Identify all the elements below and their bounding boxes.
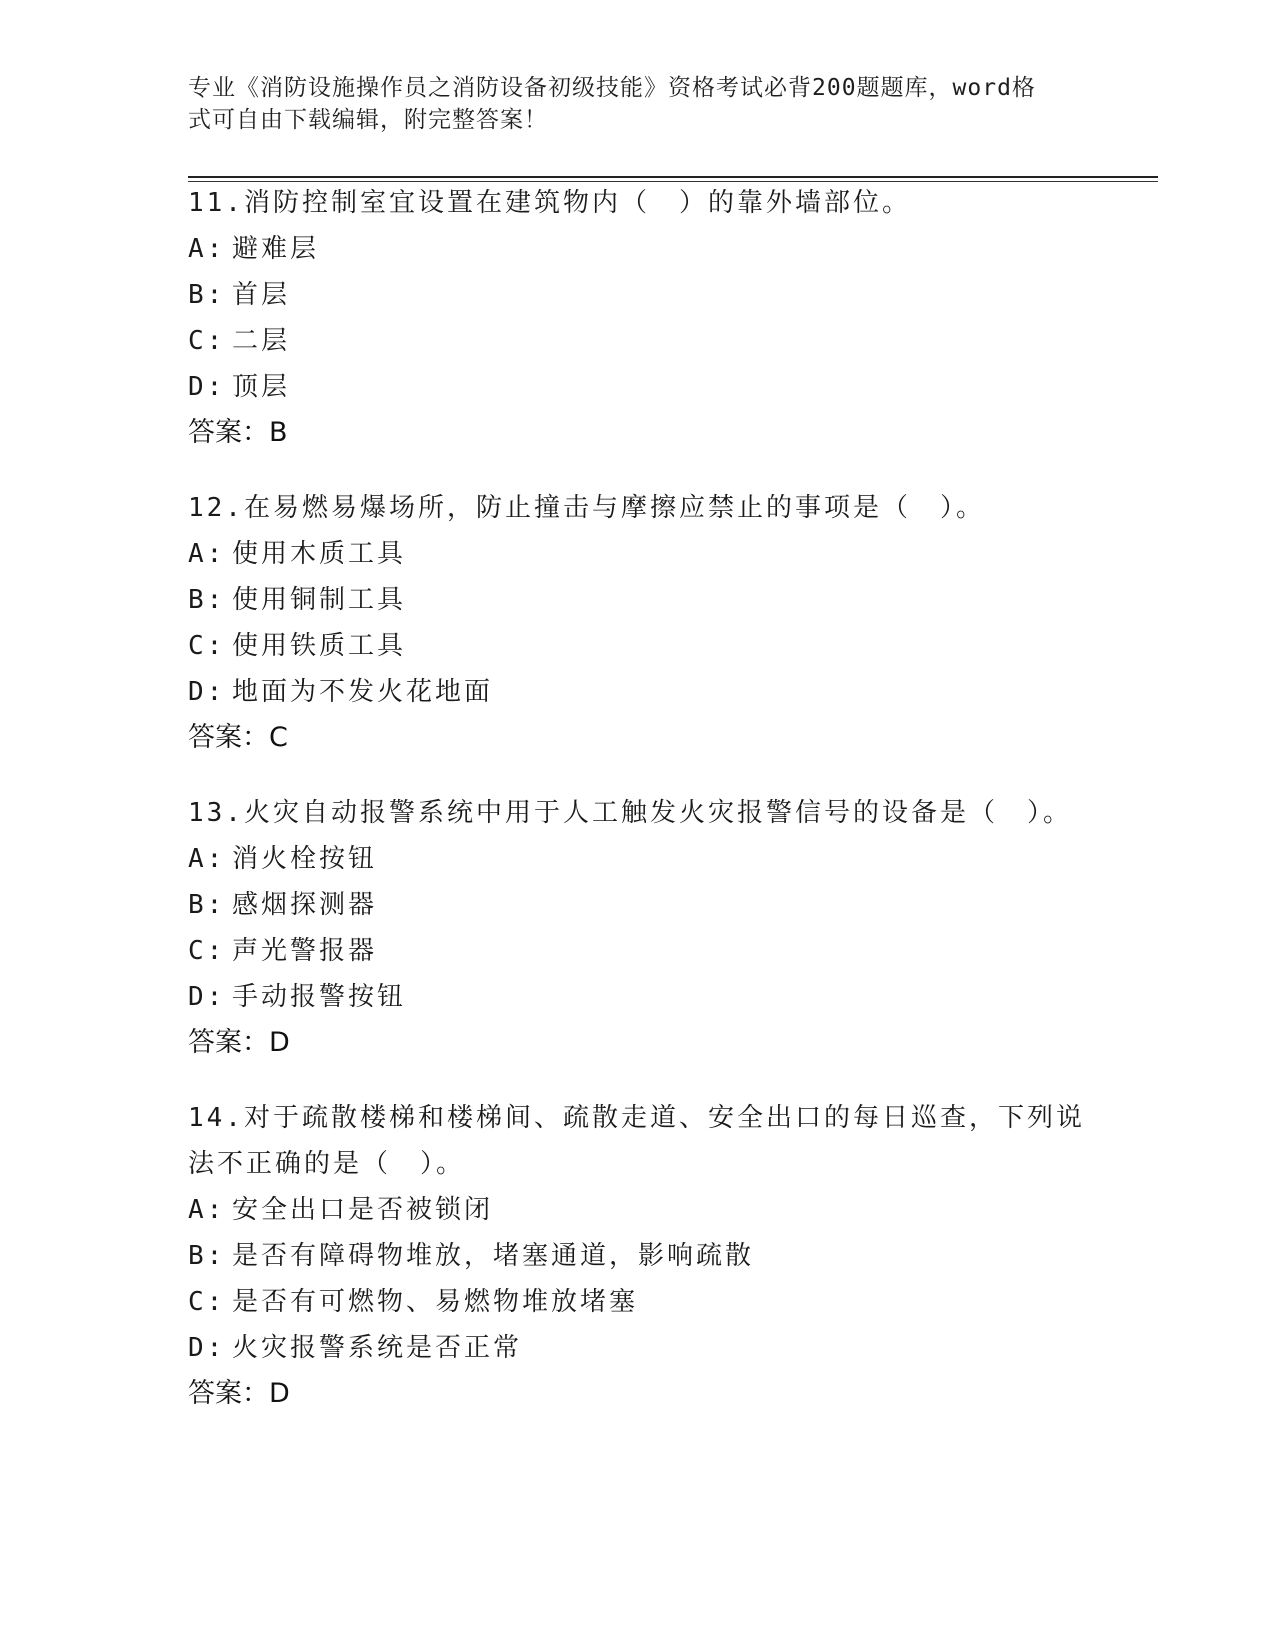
header-divider-thick xyxy=(188,176,1158,178)
option-text: 顶层 xyxy=(232,372,291,402)
question-stem: 11.消防控制室宜设置在建筑物内（ ）的靠外墙部位。 xyxy=(188,188,911,218)
question-block xyxy=(188,790,1088,1066)
question-block xyxy=(188,180,1088,456)
option-text: 使用铁质工具 xyxy=(232,631,407,661)
option-c xyxy=(188,623,1088,669)
option-letter: A: xyxy=(188,844,226,874)
header-line-1: 专业《消防设施操作员之消防设备初级技能》资格考试必背200题题库，word格 xyxy=(188,75,1036,101)
option-c xyxy=(188,1279,1088,1325)
option-b xyxy=(188,272,1088,318)
option-letter: B: xyxy=(188,280,226,310)
option-text: 二层 xyxy=(232,326,291,356)
question-block xyxy=(188,1095,1088,1417)
option-a xyxy=(188,836,1088,882)
question-stem: 13.火灾自动报警系统中用于人工触发火灾报警信号的设备是（ ）。 xyxy=(188,798,1072,828)
option-letter: A: xyxy=(188,539,226,569)
option-text: 手动报警按钮 xyxy=(232,982,407,1012)
option-text: 消火栓按钮 xyxy=(232,844,378,874)
question-stem: 12.在易燃易爆场所，防止撞击与摩擦应禁止的事项是（ ）。 xyxy=(188,493,985,523)
answer-line: 答案：B xyxy=(188,417,288,448)
option-d xyxy=(188,1325,1088,1371)
option-letter: B: xyxy=(188,585,226,615)
option-text: 声光警报器 xyxy=(232,936,378,966)
option-d xyxy=(188,669,1088,715)
option-letter: C: xyxy=(188,631,226,661)
option-letter: D: xyxy=(188,677,226,707)
option-letter: C: xyxy=(188,1287,226,1317)
option-text: 使用木质工具 xyxy=(232,539,407,569)
option-letter: A: xyxy=(188,234,226,264)
option-b xyxy=(188,577,1088,623)
option-text: 首层 xyxy=(232,280,291,310)
option-letter: D: xyxy=(188,982,226,1012)
answer-line: 答案：C xyxy=(188,722,288,753)
option-text: 安全出口是否被锁闭 xyxy=(232,1195,494,1225)
option-d xyxy=(188,974,1088,1020)
option-text: 避难层 xyxy=(232,234,320,264)
option-a xyxy=(188,1187,1088,1233)
option-text: 火灾报警系统是否正常 xyxy=(232,1333,523,1363)
answer-line: 答案：D xyxy=(188,1027,290,1058)
option-b xyxy=(188,1233,1088,1279)
option-letter: D: xyxy=(188,372,226,402)
option-text: 是否有障碍物堆放，堵塞通道，影响疏散 xyxy=(232,1241,755,1271)
option-letter: C: xyxy=(188,936,226,966)
document-header xyxy=(188,72,1068,136)
option-letter: B: xyxy=(188,890,226,920)
option-text: 感烟探测器 xyxy=(232,890,378,920)
option-c xyxy=(188,928,1088,974)
option-text: 地面为不发火花地面 xyxy=(232,677,494,707)
option-b xyxy=(188,882,1088,928)
option-d xyxy=(188,364,1088,410)
option-letter: D: xyxy=(188,1333,226,1363)
option-c xyxy=(188,318,1088,364)
option-letter: A: xyxy=(188,1195,226,1225)
answer-line: 答案：D xyxy=(188,1378,290,1409)
option-a xyxy=(188,531,1088,577)
header-line-2: 式可自由下载编辑，附完整答案！ xyxy=(188,107,548,133)
option-a xyxy=(188,226,1088,272)
option-text: 使用铜制工具 xyxy=(232,585,407,615)
question-stem-line-1: 14.对于疏散楼梯和楼梯间、疏散走道、安全出口的每日巡查，下列说 xyxy=(188,1103,1085,1133)
question-stem-line-2: 法不正确的是（ ）。 xyxy=(188,1149,466,1179)
option-text: 是否有可燃物、易燃物堆放堵塞 xyxy=(232,1287,639,1317)
option-letter: C: xyxy=(188,326,226,356)
option-letter: B: xyxy=(188,1241,226,1271)
question-block xyxy=(188,485,1088,761)
